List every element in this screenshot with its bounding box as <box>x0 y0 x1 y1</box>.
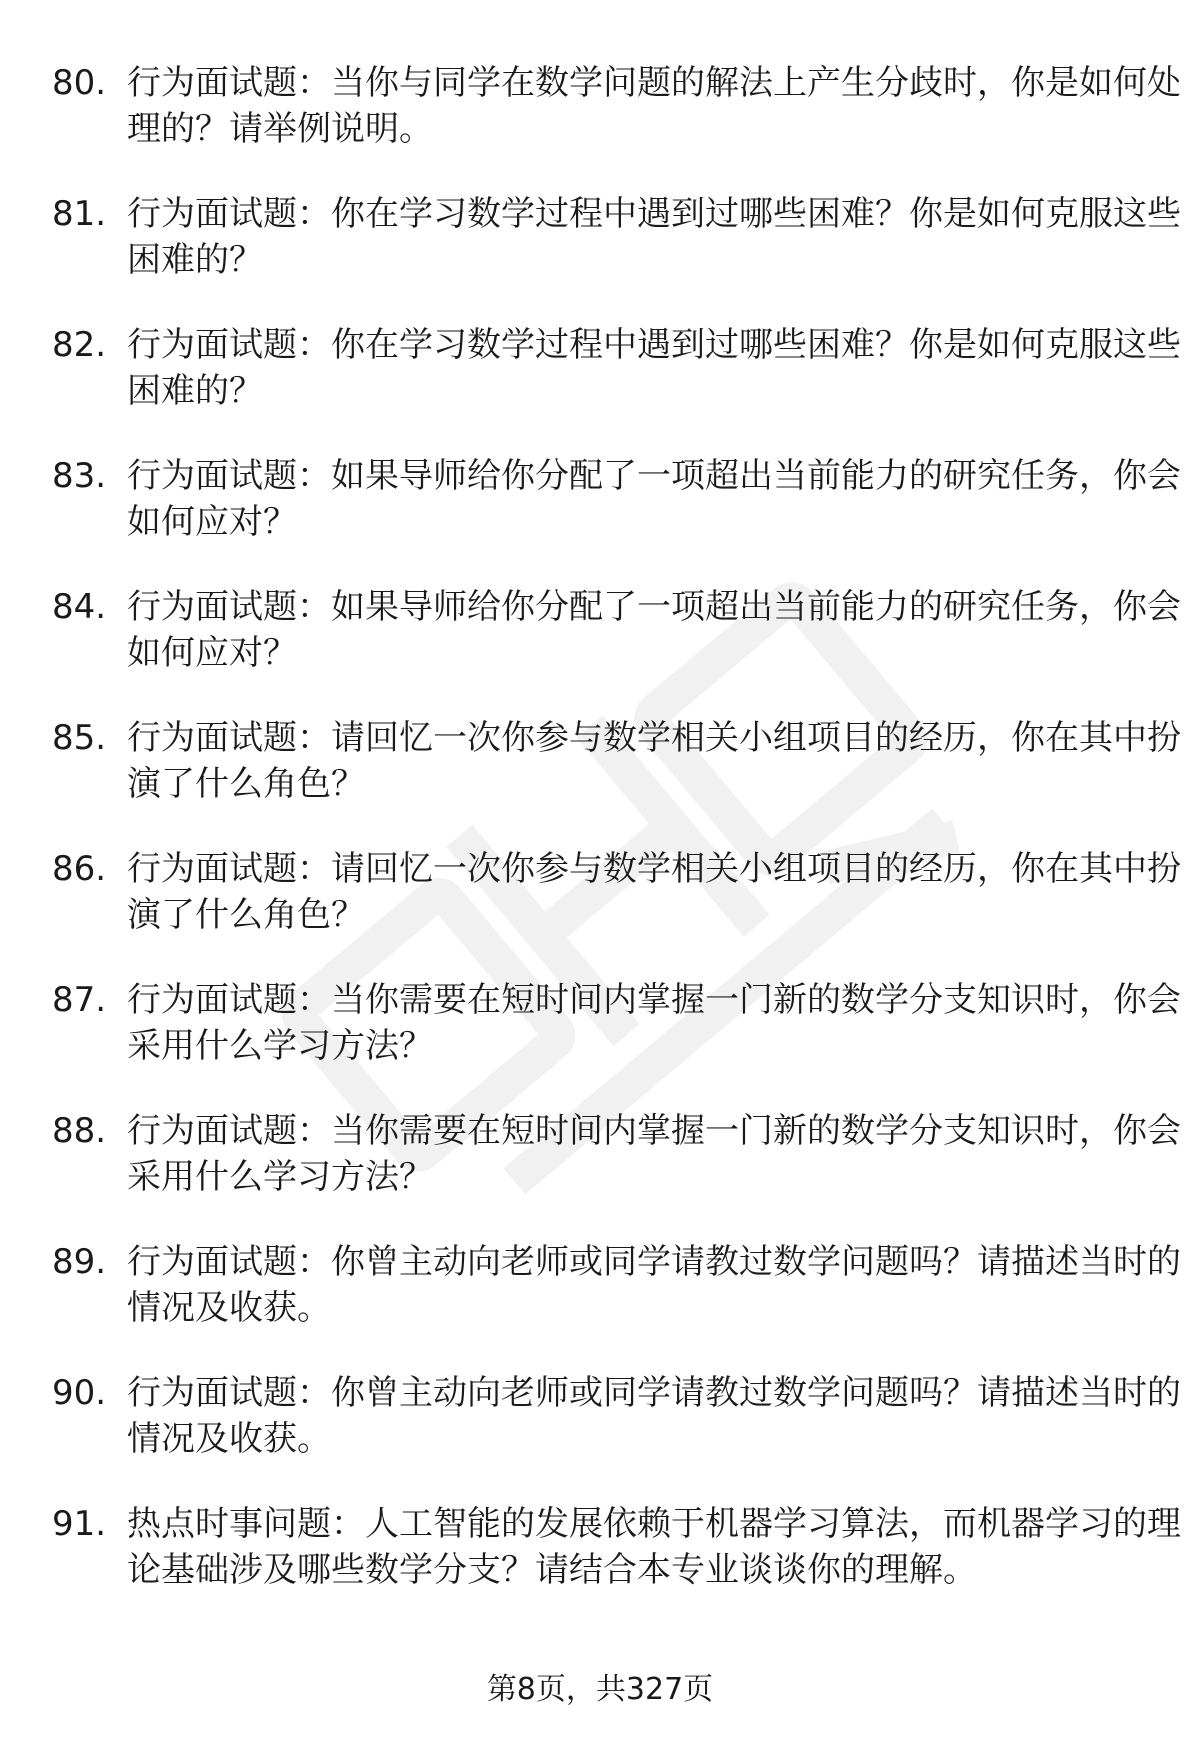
list-item <box>52 584 1181 715</box>
question-number: 91. <box>52 1504 107 1544</box>
question-text: 行为面试题：请回忆一次你参与数学相关小组项目的经历，你在其中扮演了什么角色？ <box>127 849 1181 935</box>
question-number: 83. <box>52 456 107 496</box>
question-text: 行为面试题：你在学习数学过程中遇到过哪些困难？你是如何克服这些困难的？ <box>127 325 1181 411</box>
question-number: 90. <box>52 1373 107 1413</box>
list-item <box>52 846 1181 977</box>
question-number: 89. <box>52 1242 107 1282</box>
question-text: 行为面试题：你曾主动向老师或同学请教过数学问题吗？请描述当时的情况及收获。 <box>127 1373 1181 1459</box>
question-text: 行为面试题：你曾主动向老师或同学请教过数学问题吗？请描述当时的情况及收获。 <box>127 1242 1181 1328</box>
question-text: 行为面试题：当你与同学在数学问题的解法上产生分歧时，你是如何处理的？请举例说明。 <box>127 63 1181 149</box>
question-number: 88. <box>52 1111 107 1151</box>
list-item <box>52 977 1181 1108</box>
list-item <box>52 1370 1181 1501</box>
list-item <box>52 1108 1181 1239</box>
question-text: 热点时事问题：人工智能的发展依赖于机器学习算法，而机器学习的理论基础涉及哪些数学分支？请结合本专业谈谈你的理解。 <box>127 1504 1181 1590</box>
list-item <box>52 1239 1181 1370</box>
page-number-footer: 第8页，共327页 <box>486 1672 714 1707</box>
question-number: 82. <box>52 325 107 365</box>
list-item <box>52 453 1181 584</box>
list-item <box>52 322 1181 453</box>
question-text: 行为面试题：当你需要在短时间内掌握一门新的数学分支知识时，你会采用什么学习方法？ <box>127 980 1181 1066</box>
question-list <box>52 60 1181 1631</box>
question-number: 84. <box>52 587 107 627</box>
question-text: 行为面试题：如果导师给你分配了一项超出当前能力的研究任务，你会如何应对？ <box>127 456 1181 542</box>
question-text: 行为面试题：当你需要在短时间内掌握一门新的数学分支知识时，你会采用什么学习方法？ <box>127 1111 1181 1197</box>
list-item <box>52 1501 1181 1631</box>
list-item <box>52 715 1181 846</box>
question-number: 87. <box>52 980 107 1020</box>
question-text: 行为面试题：你在学习数学过程中遇到过哪些困难？你是如何克服这些困难的？ <box>127 194 1181 280</box>
question-number: 86. <box>52 849 107 889</box>
question-number: 85. <box>52 718 107 758</box>
question-text: 行为面试题：如果导师给你分配了一项超出当前能力的研究任务，你会如何应对？ <box>127 587 1181 673</box>
list-item <box>52 191 1181 322</box>
question-number: 81. <box>52 194 107 234</box>
list-item <box>52 60 1181 191</box>
question-number: 80. <box>52 63 107 103</box>
question-text: 行为面试题：请回忆一次你参与数学相关小组项目的经历，你在其中扮演了什么角色？ <box>127 718 1181 804</box>
